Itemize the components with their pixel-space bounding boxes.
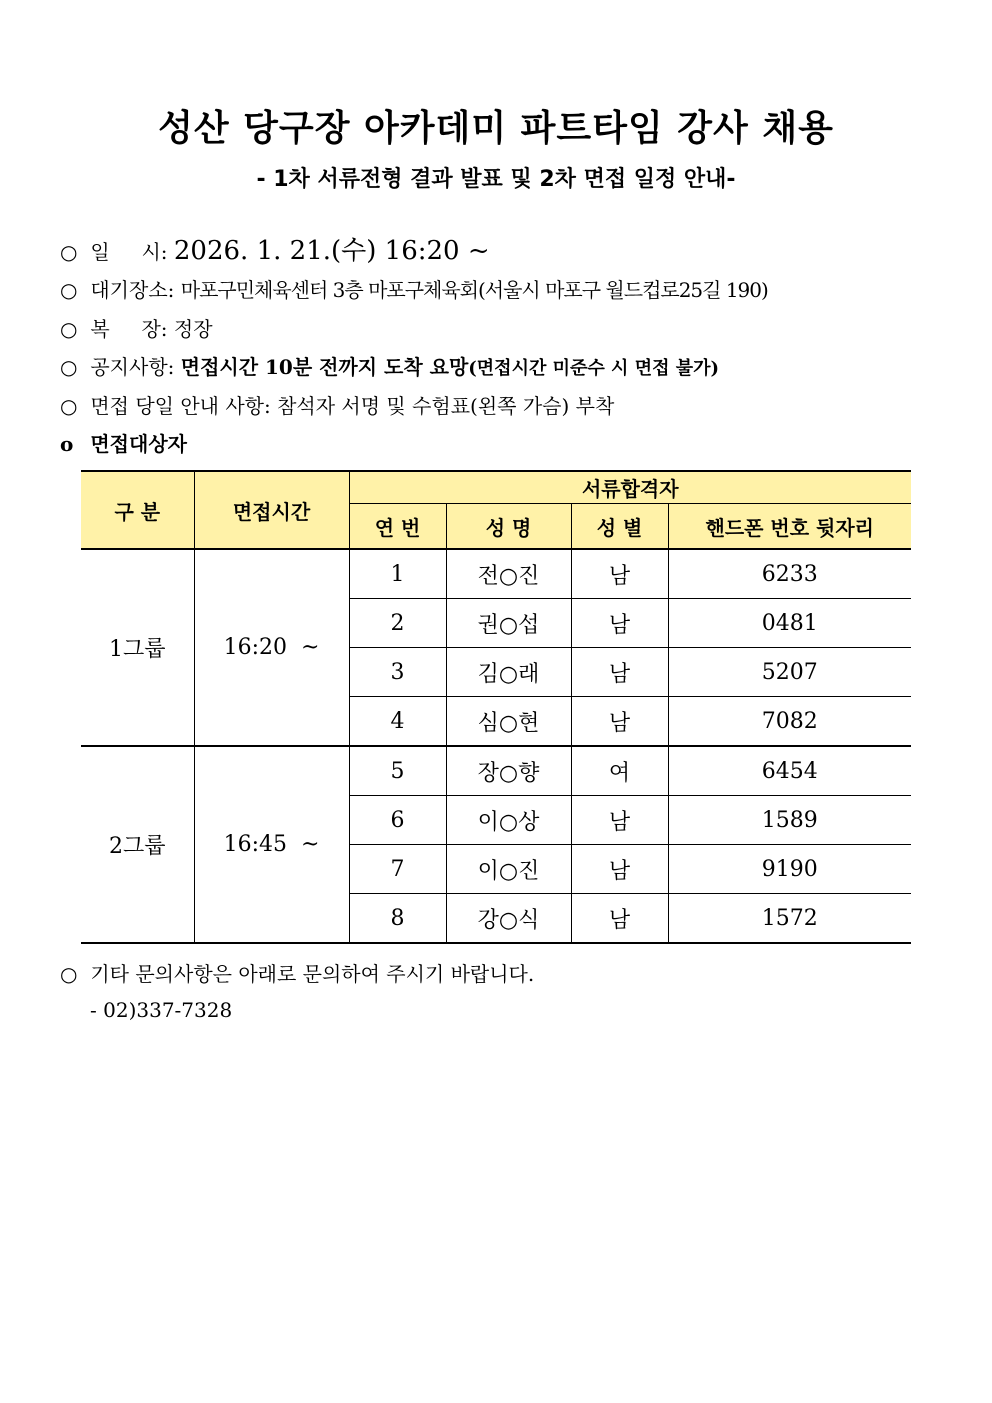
cell-name: 강○식 (446, 894, 571, 944)
cell-no: 1 (349, 549, 446, 599)
group-name: 2그룹 (81, 746, 194, 943)
cell-no: 5 (349, 746, 446, 796)
cell-no: 2 (349, 599, 446, 648)
bullet-icon: ○ (60, 240, 78, 264)
inquiry-text: 기타 문의사항은 아래로 문의하여 주시기 바랍니다. (90, 962, 535, 986)
footer-phone: - 02)337-7328 (90, 998, 233, 1022)
cell-gender: 남 (571, 599, 668, 648)
interview-schedule-table (81, 470, 911, 944)
cell-name: 이○진 (446, 845, 571, 894)
cell-no: 8 (349, 894, 446, 944)
cell-name: 심○현 (446, 697, 571, 747)
cell-no: 7 (349, 845, 446, 894)
cell-gender: 남 (571, 894, 668, 944)
header-phone: 핸드폰 번호 뒷자리 (668, 504, 911, 550)
notice-value-tail: (면접시간 미준수 시 면접 불가) (468, 358, 720, 379)
bullet-icon: ○ (60, 355, 78, 379)
cell-gender: 남 (571, 648, 668, 697)
info-day-guide (60, 390, 614, 419)
cell-name: 김○래 (446, 648, 571, 697)
datetime-label: 일 시: (90, 240, 168, 264)
datetime-value: 2026. 1. 21.(수) 16:20 ~ (173, 236, 490, 266)
group-time: 16:20 ~ (194, 549, 349, 746)
footer-inquiry (60, 958, 534, 987)
info-notice (60, 351, 719, 380)
dress-label: 복 장: (90, 317, 168, 341)
page-subtitle: - 1차 서류전형 결과 발표 및 2차 면접 일정 안내- (256, 167, 736, 192)
cell-no: 3 (349, 648, 446, 697)
header-group: 구 분 (81, 471, 194, 549)
cell-phone: 0481 (668, 599, 911, 648)
cell-gender: 남 (571, 549, 668, 599)
bullet-icon: ○ (60, 962, 78, 986)
cell-phone: 9190 (668, 845, 911, 894)
bullet-icon: ○ (60, 317, 78, 341)
cell-gender: 여 (571, 746, 668, 796)
page-title: 성산 당구장 아카데미 파트타임 강사 채용 (158, 108, 834, 149)
cell-phone: 5207 (668, 648, 911, 697)
day-guide-text: 면접 당일 안내 사항: 참석자 서명 및 수험표(왼쪽 가슴) 부착 (90, 394, 615, 418)
header-passed: 서류합격자 (349, 471, 911, 504)
info-targets-heading (60, 428, 187, 457)
cell-name: 이○상 (446, 796, 571, 845)
waiting-value: 마포구민체육센터 3층 마포구체육회(서울시 마포구 월드컵로25길 190) (180, 278, 768, 302)
bullet-icon: ○ (60, 394, 78, 418)
notice-value-bold: 면접시간 10분 전까지 도착 요망 (180, 355, 469, 379)
targets-heading: 면접대상자 (90, 432, 187, 456)
notice-label: 공지사항: (90, 355, 175, 379)
cell-gender: 남 (571, 697, 668, 747)
info-datetime (60, 230, 490, 267)
header-no: 연 번 (349, 504, 446, 550)
header-time: 면접시간 (194, 471, 349, 549)
cell-phone: 6454 (668, 746, 911, 796)
info-waiting (60, 274, 768, 303)
table-row (81, 549, 911, 599)
group-time: 16:45 ~ (194, 746, 349, 943)
bullet-icon: ○ (60, 278, 78, 302)
cell-phone: 1589 (668, 796, 911, 845)
cell-phone: 7082 (668, 697, 911, 747)
waiting-label: 대기장소: (90, 278, 175, 302)
cell-name: 권○섭 (446, 599, 571, 648)
cell-phone: 6233 (668, 549, 911, 599)
cell-no: 6 (349, 796, 446, 845)
cell-no: 4 (349, 697, 446, 747)
group-name: 1그룹 (81, 549, 194, 746)
info-dress (60, 313, 213, 342)
table-row (81, 746, 911, 796)
cell-gender: 남 (571, 845, 668, 894)
cell-gender: 남 (571, 796, 668, 845)
bold-bullet-icon: o (60, 432, 74, 456)
cell-name: 장○향 (446, 746, 571, 796)
header-gender: 성 별 (571, 504, 668, 550)
dress-value: 정장 (173, 317, 213, 341)
cell-name: 전○진 (446, 549, 571, 599)
header-name: 성 명 (446, 504, 571, 550)
cell-phone: 1572 (668, 894, 911, 944)
